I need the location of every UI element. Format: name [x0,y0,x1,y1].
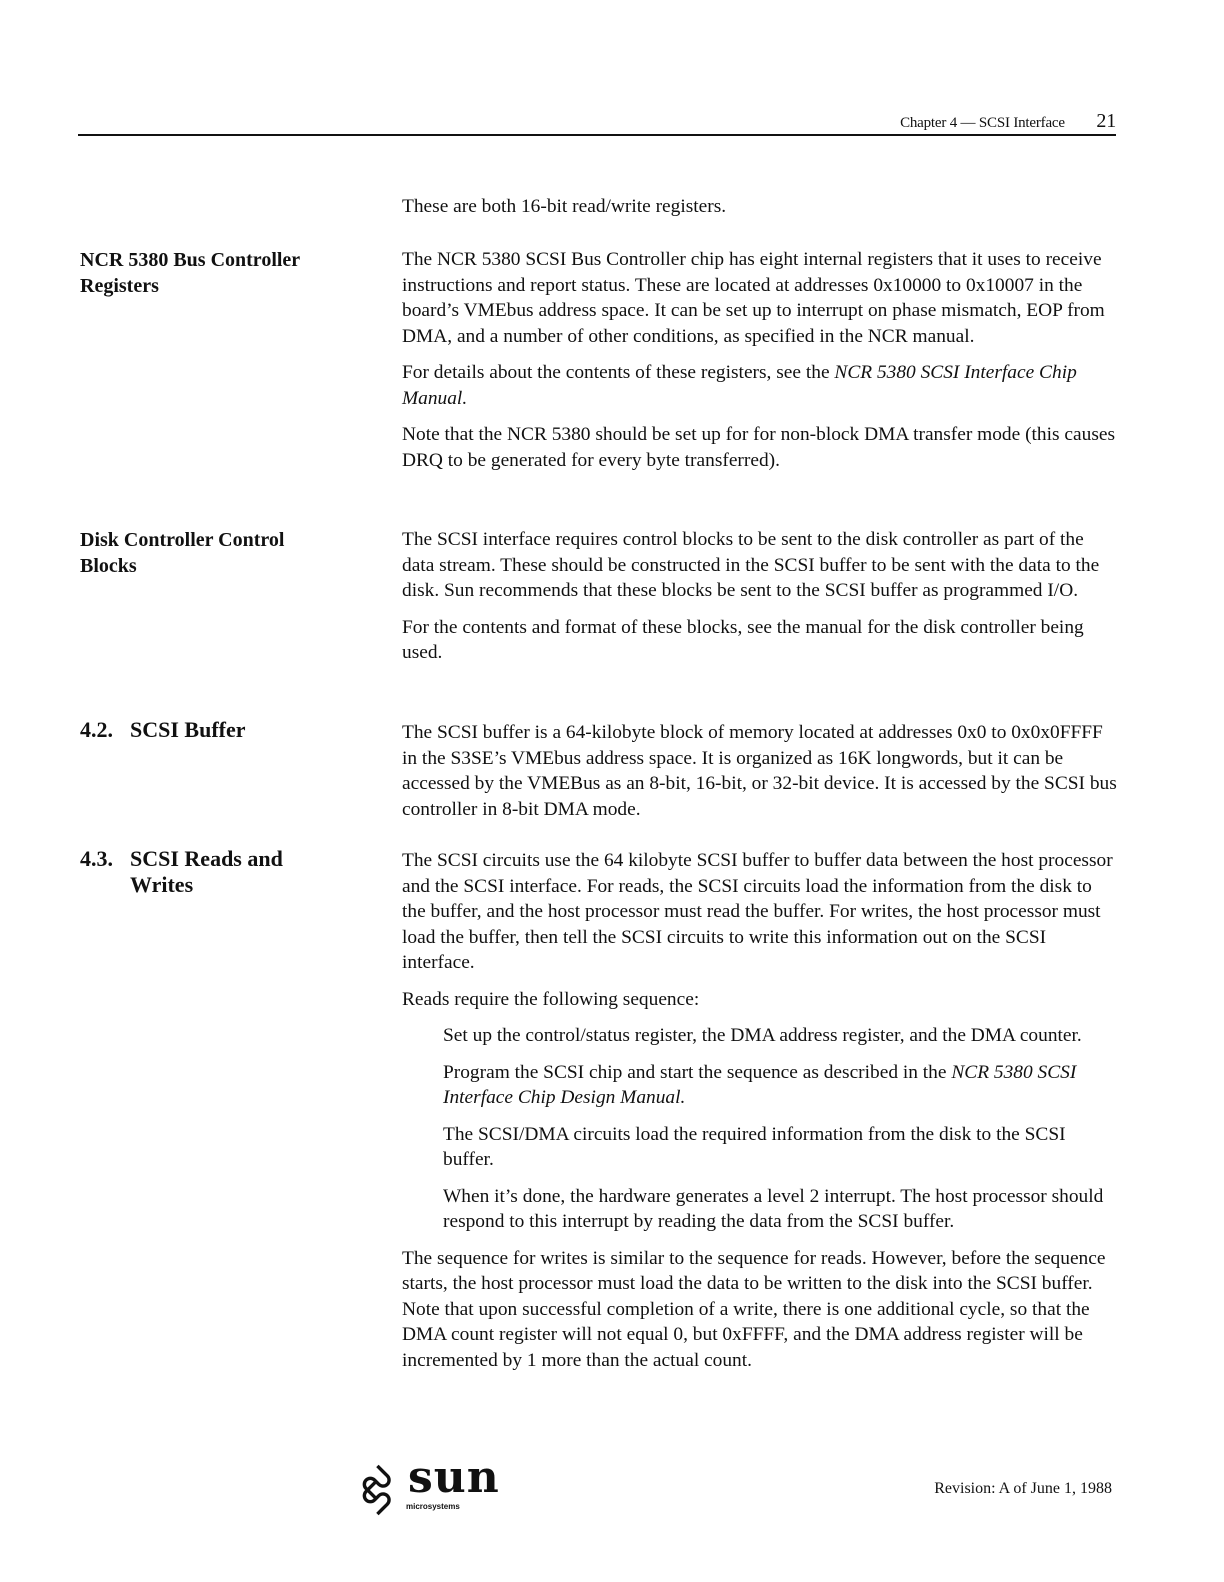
running-head [900,110,1116,133]
ncr-paragraph-2-text: For details about the contents of these registers, see the [402,362,835,383]
ncr-heading [80,247,350,299]
revision-text: Revision: A of June 1, 1988 [934,1480,1112,1497]
ncr-paragraph-2 [402,360,1118,411]
read-step-2 [443,1060,1111,1111]
read-step-1: Set up the control/status register, the DMA address register, and the DMA counter. [443,1025,1082,1046]
disk-paragraph-1: The SCSI interface requires control blocks to be sent to the disk controller as part of the data stream. These should be constructed in the SCSI buffer to be sent with the data to the disk. Sun recommends that these blocks be sent to the SCSI buffer as programmed I/O. [402,529,1100,601]
rw-paragraph-2: Reads require the following sequence: [402,988,700,1010]
chapter-title: Chapter 4 — SCSI Interface [900,115,1065,131]
ncr-design-manual-title: NCR 5380 SCSI Interface Chip Design Manual. [443,1061,1077,1108]
section-number: 4.2. [80,717,113,742]
ncr-paragraph-1: The NCR 5380 SCSI Bus Controller chip has eight internal registers that it uses to receive instructions and report status. These are located at addresses 0x10000 to 0x10007 in the board’s VMEbus address space. It can be set up to interrupt on phase mismatch, EOP from DMA, and a number of other conditions, as specified in the NCR manual. [402,249,1105,347]
ncr-body [402,247,1118,484]
read-step-4: When it’s done, the hardware generates a level 2 interrupt. The host processor should respond to this interrupt by reading the data from the SCSI buffer. [443,1185,1104,1232]
intro-paragraph: These are both 16-bit read/write registers. [402,196,727,217]
section-title: SCSI Buffer [130,717,246,742]
ncr-paragraph-3: Note that the NCR 5380 should be set up for for non-block DMA transfer mode (this causes DRQ to be generated for every byte transferred). [402,424,1116,471]
ncr-heading-line2: Registers [80,275,159,297]
section-4-2-heading [80,717,350,743]
sun-wordmark: sun [408,1452,500,1503]
buffer-paragraph-1: The SCSI buffer is a 64-kilobyte block of memory located at addresses 0x0 to 0x0x0FFFF in the S3SE’s VMEbus address space. It is organized as 16K longwords, but it can be accessed by the VMEBus as an 8-bit, 16-bit, or 32-bit device. It is accessed by the SCSI bus controller in 8-bit DMA mode. [402,722,1117,820]
disk-body [402,527,1118,677]
sun-subtitle: microsystems [406,1502,460,1511]
disk-paragraph-2: For the contents and format of these blocks, see the manual for the disk controller being used. [402,616,1084,663]
read-step-3: The SCSI/DMA circuits load the required information from the disk to the SCSI buffer. [443,1123,1066,1170]
section-number: 4.3. [80,846,113,871]
disk-heading-line2: Blocks [80,555,137,577]
buffer-body [402,720,1118,833]
intro-block [402,194,1118,231]
rw-paragraph-1: The SCSI circuits use the 64 kilobyte SCSI buffer to buffer data between the host processor and the SCSI interface. For reads, the SCSI circuits load the information from the disk to the buffer, and the host processor must read the buffer. For writes, the host processor must load the buffer, then tell the SCSI circuits to write this information out on the SCSI interface. [402,850,1113,973]
rw-body [402,848,1118,1384]
disk-heading-line1: Disk Controller Control [80,529,285,551]
page-number: 21 [1096,110,1116,132]
section-title-line2: Writes [130,872,194,897]
section-4-3-heading [80,846,350,898]
sun-diamond-icon [348,1462,404,1518]
ncr-heading-line1: NCR 5380 Bus Controller [80,249,301,271]
read-step-2-text: Program the SCSI chip and start the sequence as described in the [443,1061,952,1083]
ncr-manual-title: NCR 5380 SCSI Interface Chip Manual. [402,362,1077,409]
disk-heading [80,527,350,579]
rw-paragraph-3: The sequence for writes is similar to the sequence for reads. However, before the sequence starts, the host processor must load the data to be written to the disk into the SCSI buffer. Note that upon successful completion of a write, there is one additional cycle, so that the DMA count register will not equal 0, but 0xFFFF, and the DMA address register will be incremented by 1 more than the actual count. [402,1247,1106,1371]
header-rule [78,134,1116,136]
section-title-line1: SCSI Reads and [130,846,283,871]
sun-logo [348,1452,500,1523]
